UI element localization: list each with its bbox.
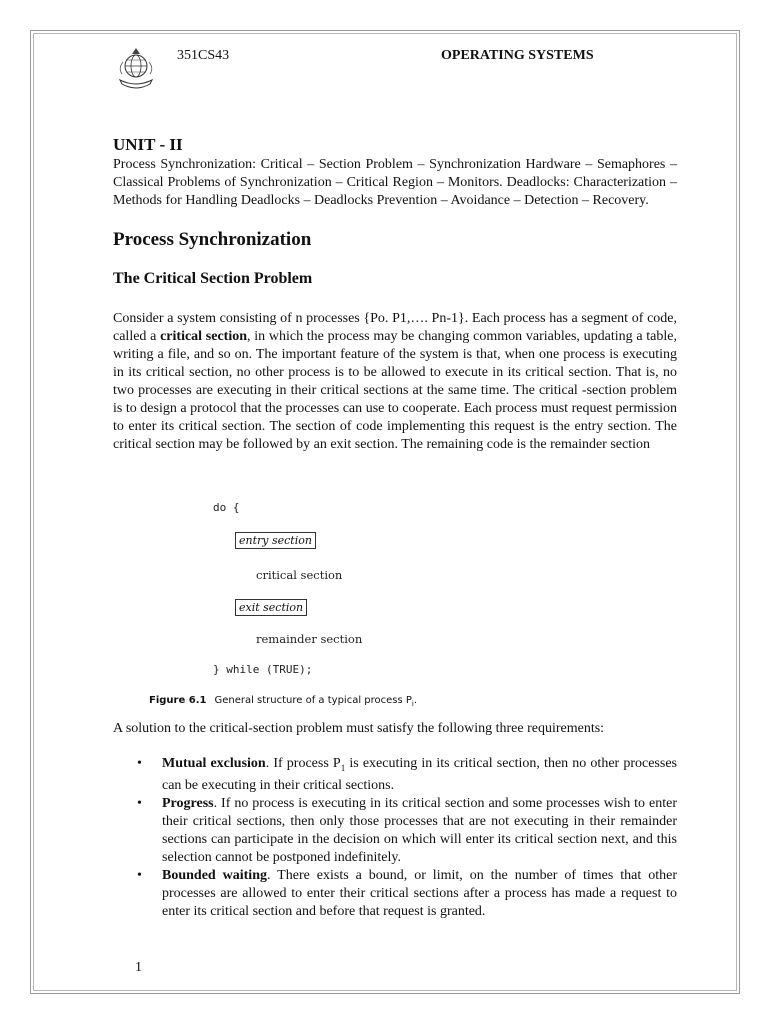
do-line: do {	[213, 501, 240, 514]
requirement-term: Mutual exclusion	[162, 756, 266, 771]
requirement-text: . If process P	[265, 756, 341, 771]
course-code: 351CS43	[177, 48, 230, 63]
critical-section-term: critical section	[160, 329, 248, 344]
requirement-text-cont: is executing in its critical section, then no other processes can be executing in their critical sections.	[162, 756, 677, 793]
bullet-icon: •	[137, 867, 142, 883]
requirements-list	[137, 755, 677, 921]
bullet-icon: •	[137, 795, 142, 811]
paragraph-text-end: , in which the process may be changing common variables, updating a table, writing a file, and so on. The important feature of the system is that, when one process is executing in its critical section, no other process is to be allowed to execute in its critical section. That is, no two processes are executing in their critical sections at the same time. The critical -section problem is to design a protocol that the processes can use to cooperate. Each process must request permission to enter its critical section. The section of code implementing this request is the entry section. The critical section may be followed by an exit section. The remaining code is the remainder section	[113, 329, 677, 452]
closing-brace: }	[213, 663, 220, 676]
exit-section-box: exit section	[235, 599, 307, 616]
unit-title: UNIT - II	[113, 135, 183, 154]
figure-caption-text: General structure of a typical process P	[214, 695, 412, 706]
figure-process-structure	[140, 497, 460, 712]
remainder-section-label: remainder section	[256, 632, 363, 646]
requirement-term: Bounded waiting	[162, 867, 267, 883]
requirement-text: . If no process is executing in its critical section and some processes wish to enter their critical sections, then only those processes that are not executing in their remainder sections can participate in the decision on which will enter its critical section next, and this selection cannot be postponed indefinitely.	[162, 795, 677, 865]
entry-section-box: entry section	[235, 532, 316, 549]
page-number: 1	[135, 960, 142, 975]
bullet-icon: •	[137, 756, 142, 771]
paragraph-text-start: Consider a system consisting of n processes {Po. P1,…. Pn-1}. Each process has a segment of code, called a	[113, 311, 677, 344]
list-item	[137, 795, 677, 867]
while-condition: while (TRUE);	[226, 663, 313, 676]
list-item	[137, 867, 677, 921]
figure-caption-end: .	[413, 695, 418, 706]
college-emblem-icon	[114, 46, 158, 92]
section-title: Process Synchronization	[113, 229, 312, 250]
list-item	[137, 755, 677, 795]
critical-section-label: critical section	[256, 568, 343, 582]
figure-caption	[149, 695, 417, 708]
intro-paragraph	[113, 310, 677, 454]
requirements-intro: A solution to the critical-section problem must satisfy the following three requirements:	[113, 721, 605, 736]
course-name: OPERATING SYSTEMS	[441, 48, 594, 63]
requirement-term: Progress	[162, 795, 214, 811]
while-line	[213, 663, 312, 676]
figure-caption-label: Figure 6.1	[149, 695, 207, 706]
main-content	[113, 134, 677, 454]
requirement-subscript: 1	[340, 762, 346, 773]
unit-description: Process Synchronization: Critical – Section Problem – Synchronization Hardware – Semaphores – Classical Problems of Synchronization – Critical Region – Monitors. Deadlocks: Characterization – Methods for Handling Deadlocks – Deadlocks Prevention – Avoidance – Detection – Recovery.	[113, 157, 677, 208]
subsection-title: The Critical Section Problem	[113, 270, 313, 287]
figure-caption-subscript: i	[411, 700, 414, 708]
requirement-text: . There exists a bound, or limit, on the number of times that other processes are allowed to enter their critical sections after a process has made a request to enter its critical section and before that request is granted.	[162, 867, 677, 919]
